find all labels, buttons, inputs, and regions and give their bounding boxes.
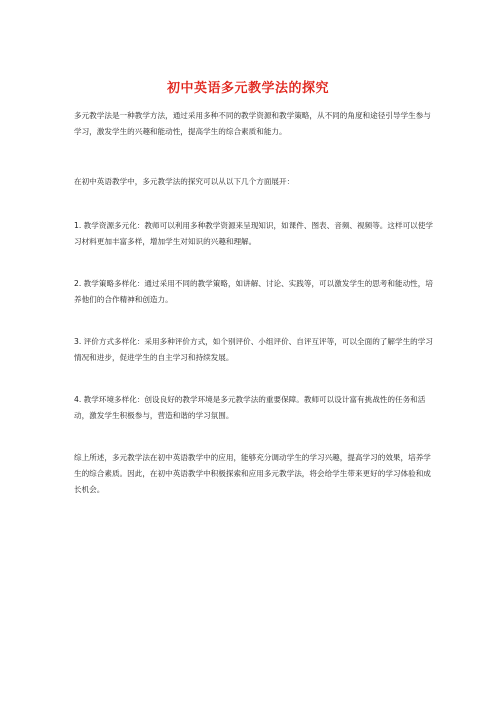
document-title: 初中英语多元教学法的探究 [166,80,329,96]
point-3-paragraph: 3. 评价方式多样化：采用多种评价方式，如个别评价、小组评价、自评互评等，可以全面的了解学生的学习情况和进步，促进学生的自主学习和持续发展。 [74,337,433,362]
point-1-paragraph: 1. 教学资源多元化：教师可以利用多种教学资源来呈现知识，如课件、图表、音频、视频等。这样可以使学习材料更加丰富多样，增加学生对知识的兴趣和理解。 [74,221,433,246]
lead-in-paragraph: 在初中英语教学中，多元教学法的探究可以从以下几个方面展开： [74,177,295,186]
conclusion-paragraph: 综上所述，多元教学法在初中英语教学中的应用，能够充分调动学生的学习兴趣，提高学习的效果，培养学生的综合素质。因此，在初中英语教学中积极探索和应用多元教学法，将会给学生带来更好的学习体验和成长机会。 [74,453,431,494]
point-2-paragraph: 2. 教学策略多样化：通过采用不同的教学策略，如讲解、讨论、实践等，可以激发学生的思考和能动性，培养他们的合作精神和创造力。 [74,279,433,304]
intro-paragraph: 多元教学法是一种教学方法，通过采用多种不同的教学资源和教学策略，从不同的角度和途径引导学生参与学习，激发学生的兴趣和能动性，提高学生的综合素质和能力。 [74,111,431,136]
point-4-paragraph: 4. 教学环境多样化：创设良好的教学环境是多元教学法的重要保障。教师可以设计富有挑战性的任务和活动，激发学生积极参与，营造和谐的学习氛围。 [74,395,426,420]
